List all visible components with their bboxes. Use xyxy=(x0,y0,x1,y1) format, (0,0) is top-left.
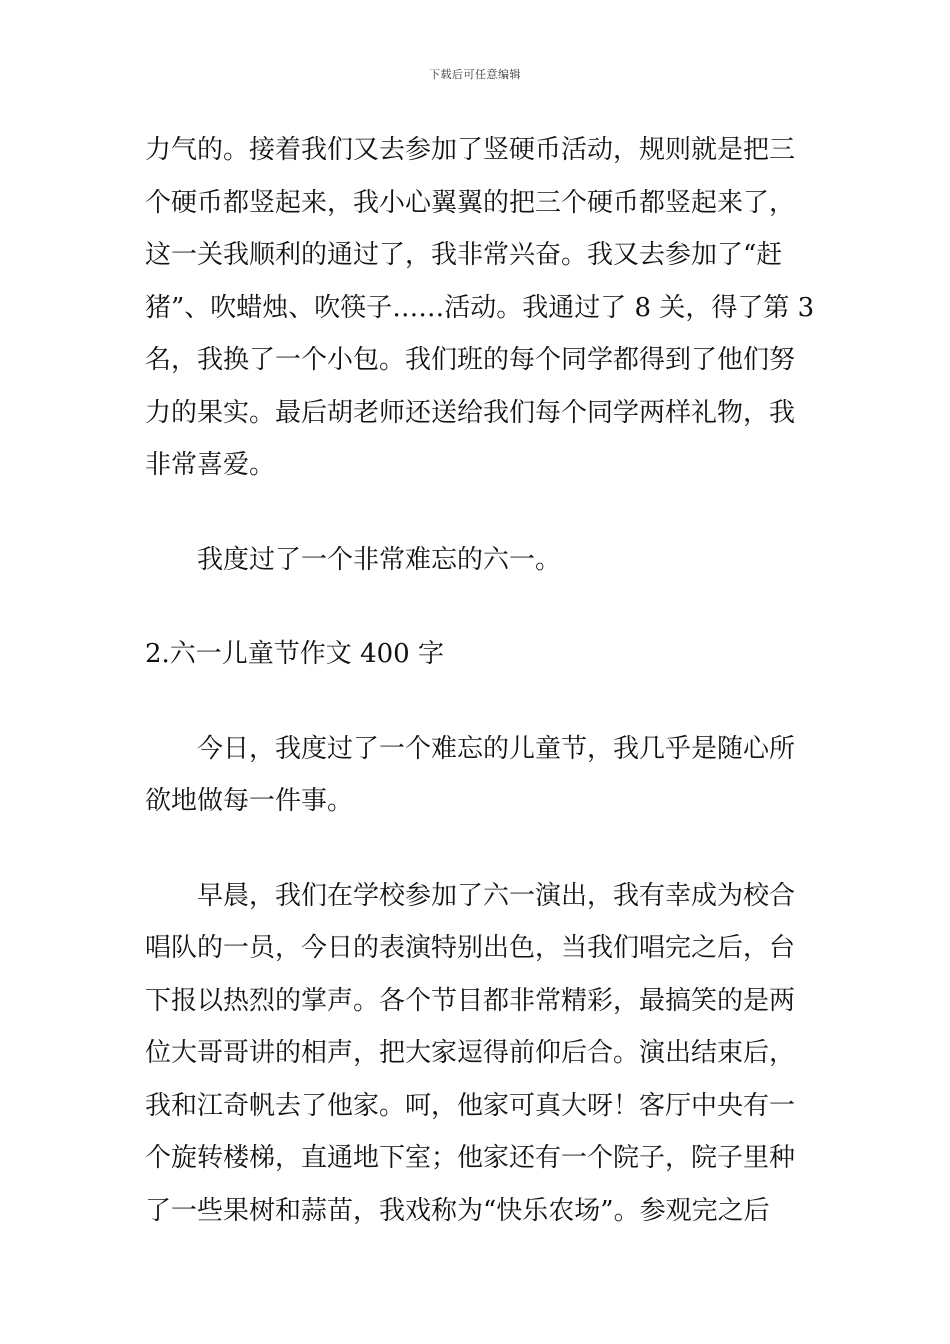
text-line: 个硬币都竖起来，我小心翼翼的把三个硬币都竖起来了， xyxy=(145,187,796,218)
text-line: 这一关我顺利的通过了，我非常兴奋。我又去参加了“赶 xyxy=(145,240,783,270)
paragraph xyxy=(145,870,815,1238)
paragraph xyxy=(145,124,815,492)
text-line: 了一些果树和蒜苗，我戏称为“快乐农场”。参观完之后 xyxy=(145,1195,770,1226)
paragraph-spacer xyxy=(145,681,815,723)
text-line: 力气的。接着我们又去参加了竖硬币活动，规则就是把三 xyxy=(145,135,796,165)
text-line: 猪”、吹蜡烛、吹筷子……活动。我通过了 8 关，得了第 3 xyxy=(145,292,815,323)
text-line: 唱队的一员，今日的表演特别出色，当我们唱完之后，台 xyxy=(145,933,796,963)
text-line: 早晨，我们在学校参加了六一演出，我有幸成为校合 xyxy=(197,880,796,911)
paragraph-spacer xyxy=(145,586,815,628)
text-line: 位大哥哥讲的相声，把大家逗得前仰后合。演出结束后， xyxy=(145,1038,796,1068)
text-line: 名，我换了一个小包。我们班的每个同学都得到了他们努 xyxy=(145,345,796,375)
text-line: 我度过了一个非常难忘的六一。 xyxy=(197,544,562,575)
text-line: 力的果实。最后胡老师还送给我们每个同学两样礼物，我 xyxy=(145,397,796,428)
document-body xyxy=(145,124,815,1237)
text-line: 非常喜爱。 xyxy=(145,450,276,480)
text-line: 个旋转楼梯，直通地下室；他家还有一个院子，院子里种 xyxy=(145,1143,796,1173)
section-heading xyxy=(145,628,815,681)
paragraph-spacer xyxy=(145,828,815,870)
text-line: 我和江奇帆去了他家。呵，他家可真大呀！客厅中央有一 xyxy=(145,1090,796,1121)
heading-line: 2.六一儿童节作文 400 字 xyxy=(145,639,444,669)
paragraph-spacer xyxy=(145,492,815,534)
text-line: 今日，我度过了一个难忘的儿童节，我几乎是随心所 xyxy=(197,733,796,764)
text-line: 欲地做每一件事。 xyxy=(145,786,354,816)
paragraph xyxy=(145,534,815,587)
page-header: 下载后可任意编辑 xyxy=(429,68,521,81)
paragraph xyxy=(145,723,815,828)
text-line: 下报以热烈的掌声。各个节目都非常精彩，最搞笑的是两 xyxy=(145,985,796,1016)
